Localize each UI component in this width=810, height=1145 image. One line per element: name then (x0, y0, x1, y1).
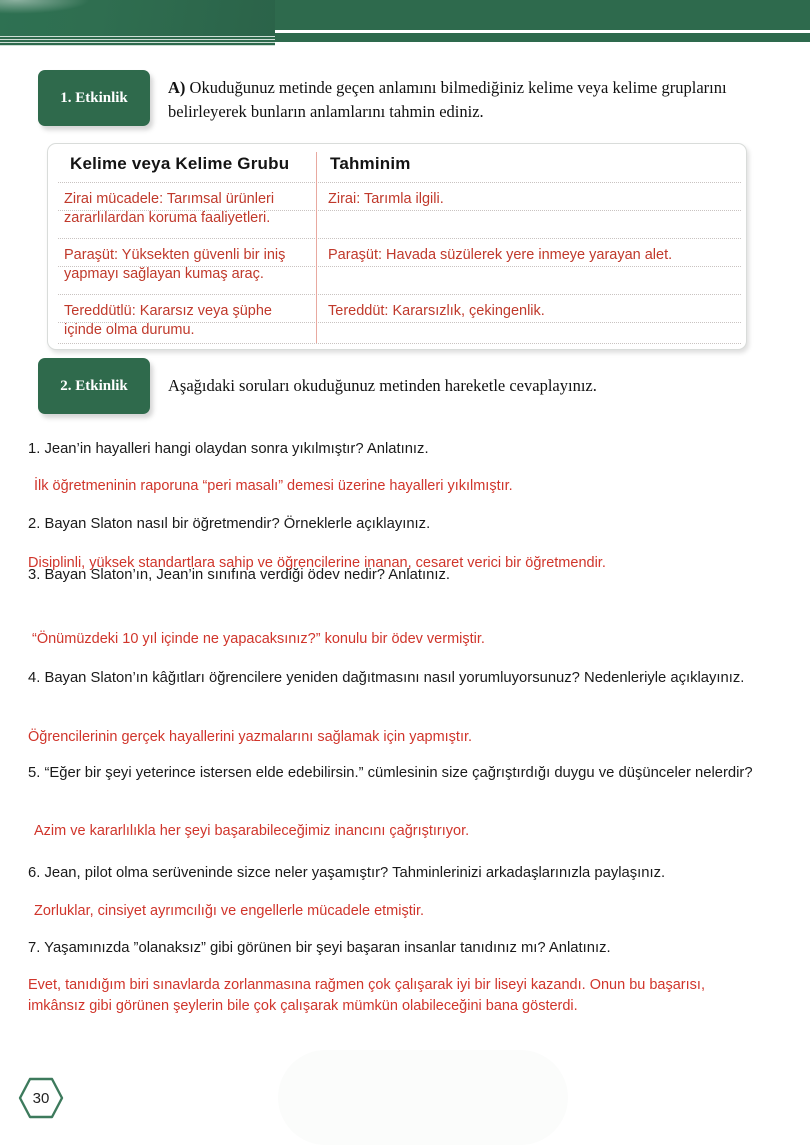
word-table-cell-word: Zirai mücadele: Tarımsal ürünleri zararlılardan koruma faaliyetleri. (64, 191, 275, 227)
word-table-divider-line (58, 266, 741, 267)
word-guess-table (47, 143, 747, 350)
header-gloss-highlight (0, 0, 90, 14)
page-number (18, 1076, 64, 1120)
word-table-cell-guess: Zirai: Tarımla ilgili. (328, 191, 444, 207)
activity-1-instruction-lead: A) (168, 78, 186, 97)
page-header-bar (0, 0, 810, 46)
header-striped-edge (0, 36, 275, 46)
answer-4: Öğrencilerinin gerçek hayallerini yazmalarını sağlamak için yapmıştır. (28, 729, 473, 745)
activity-badge-1 (38, 70, 150, 126)
word-table-divider-line (58, 294, 741, 295)
question-1: 1. Jean’in hayalleri hangi olaydan sonra yıkılmıştır? Anlatınız. (28, 441, 429, 457)
table-row (48, 240, 746, 296)
header-main-band (275, 0, 810, 30)
footer-watermark (278, 1050, 568, 1145)
activity-2-instruction-text: Aşağıdaki soruları okuduğunuz metinden hareketle cevaplayınız. (168, 376, 597, 395)
activity-badge-1-label: 1. Etkinlik (60, 89, 128, 106)
word-table-divider-line (58, 182, 741, 183)
word-table-cell-word: Tereddütlü: Kararsız veya şüphe içinde olma durumu. (64, 303, 272, 339)
word-table-cell-word: Paraşüt: Yüksekten güvenli bir iniş yapmayı sağlayan kumaş araç. (64, 247, 286, 283)
answer-7: Evet, tanıdığım biri sınavlarda zorlanmasına rağmen çok çalışarak iyi bir liseyi kazandı. Onun bu başarısı, imkânsız gibi görünen şeylerin bile çok çalışarak mümkün olabileceğini bana gösterdi. (28, 977, 705, 1014)
word-table-cell-guess: Paraşüt: Havada süzülerek yere inmeye yarayan alet. (328, 247, 673, 263)
word-table-header-guess: Tahminim (330, 154, 411, 173)
activity-2-instruction (168, 374, 768, 398)
activity-badge-2 (38, 358, 150, 414)
answer-6: Zorluklar, cinsiyet ayrımcılığı ve engellerle mücadele etmiştir. (34, 903, 425, 919)
question-2: 2. Bayan Slaton nasıl bir öğretmendir? Örneklerle açıklayınız. (28, 516, 431, 532)
answer-1: İlk öğretmeninin raporuna “peri masalı” demesi üzerine hayalleri yıkılmıştır. (34, 478, 513, 494)
word-table-cell-guess: Tereddüt: Kararsızlık, çekingenlik. (328, 303, 545, 319)
word-table-column-divider (316, 152, 317, 343)
question-5: 5. “Eğer bir şeyi yeterince istersen elde edebilirsin.” cümlesinin size çağrıştırdığı duygu ve düşünceler nelerdir? (28, 765, 753, 781)
answer-2: Disiplinli, yüksek standartlara sahip ve öğrencilerine inanan, cesaret verici bir öğretmendir. (28, 555, 606, 571)
question-4: 4. Bayan Slaton’ın kâğıtları öğrencilere yeniden dağıtmasını nasıl yorumluyorsunuz? Nedenleriyle açıklayınız. (28, 670, 745, 686)
header-lower-band (275, 33, 810, 42)
page-number-label: 30 (32, 1089, 50, 1107)
answer-5: Azim ve kararlılıkla her şeyi başarabileceğimiz inancını çağrıştırıyor. (34, 823, 470, 839)
activity-badge-2-label: 2. Etkinlik (60, 377, 128, 394)
question-7: 7. Yaşamınızda ”olanaksız” gibi görünen bir şeyi başaran insanlar tanıdınız mı? Anlatınız. (28, 940, 611, 956)
table-row (48, 184, 746, 240)
question-6: 6. Jean, pilot olma serüveninde sizce neler yaşamıştır? Tahminlerinizi arkadaşlarınızla paylaşınız. (28, 865, 666, 881)
activity-1-instruction-text: Okuduğunuz metinde geçen anlamını bilmediğiniz kelime veya kelime gruplarını belirleyerek bunların anlamlarını tahmin ediniz. (168, 78, 727, 121)
word-table-divider-line (58, 343, 741, 344)
activity-1-instruction (168, 76, 753, 124)
word-table-header-word: Kelime veya Kelime Grubu (70, 154, 290, 173)
word-table-divider-line (58, 238, 741, 239)
question-3: 3. Bayan Slaton’ın, Jean’in sınıfına verdiği ödev nedir? Anlatınız. (28, 567, 450, 583)
word-table-divider-line (58, 210, 741, 211)
header-accent-block (0, 0, 275, 36)
word-table-header-row (48, 150, 746, 184)
answer-3: “Önümüzdeki 10 yıl içinde ne yapacaksınız?” konulu bir ödev vermiştir. (32, 631, 485, 647)
word-table-divider-line (58, 322, 741, 323)
